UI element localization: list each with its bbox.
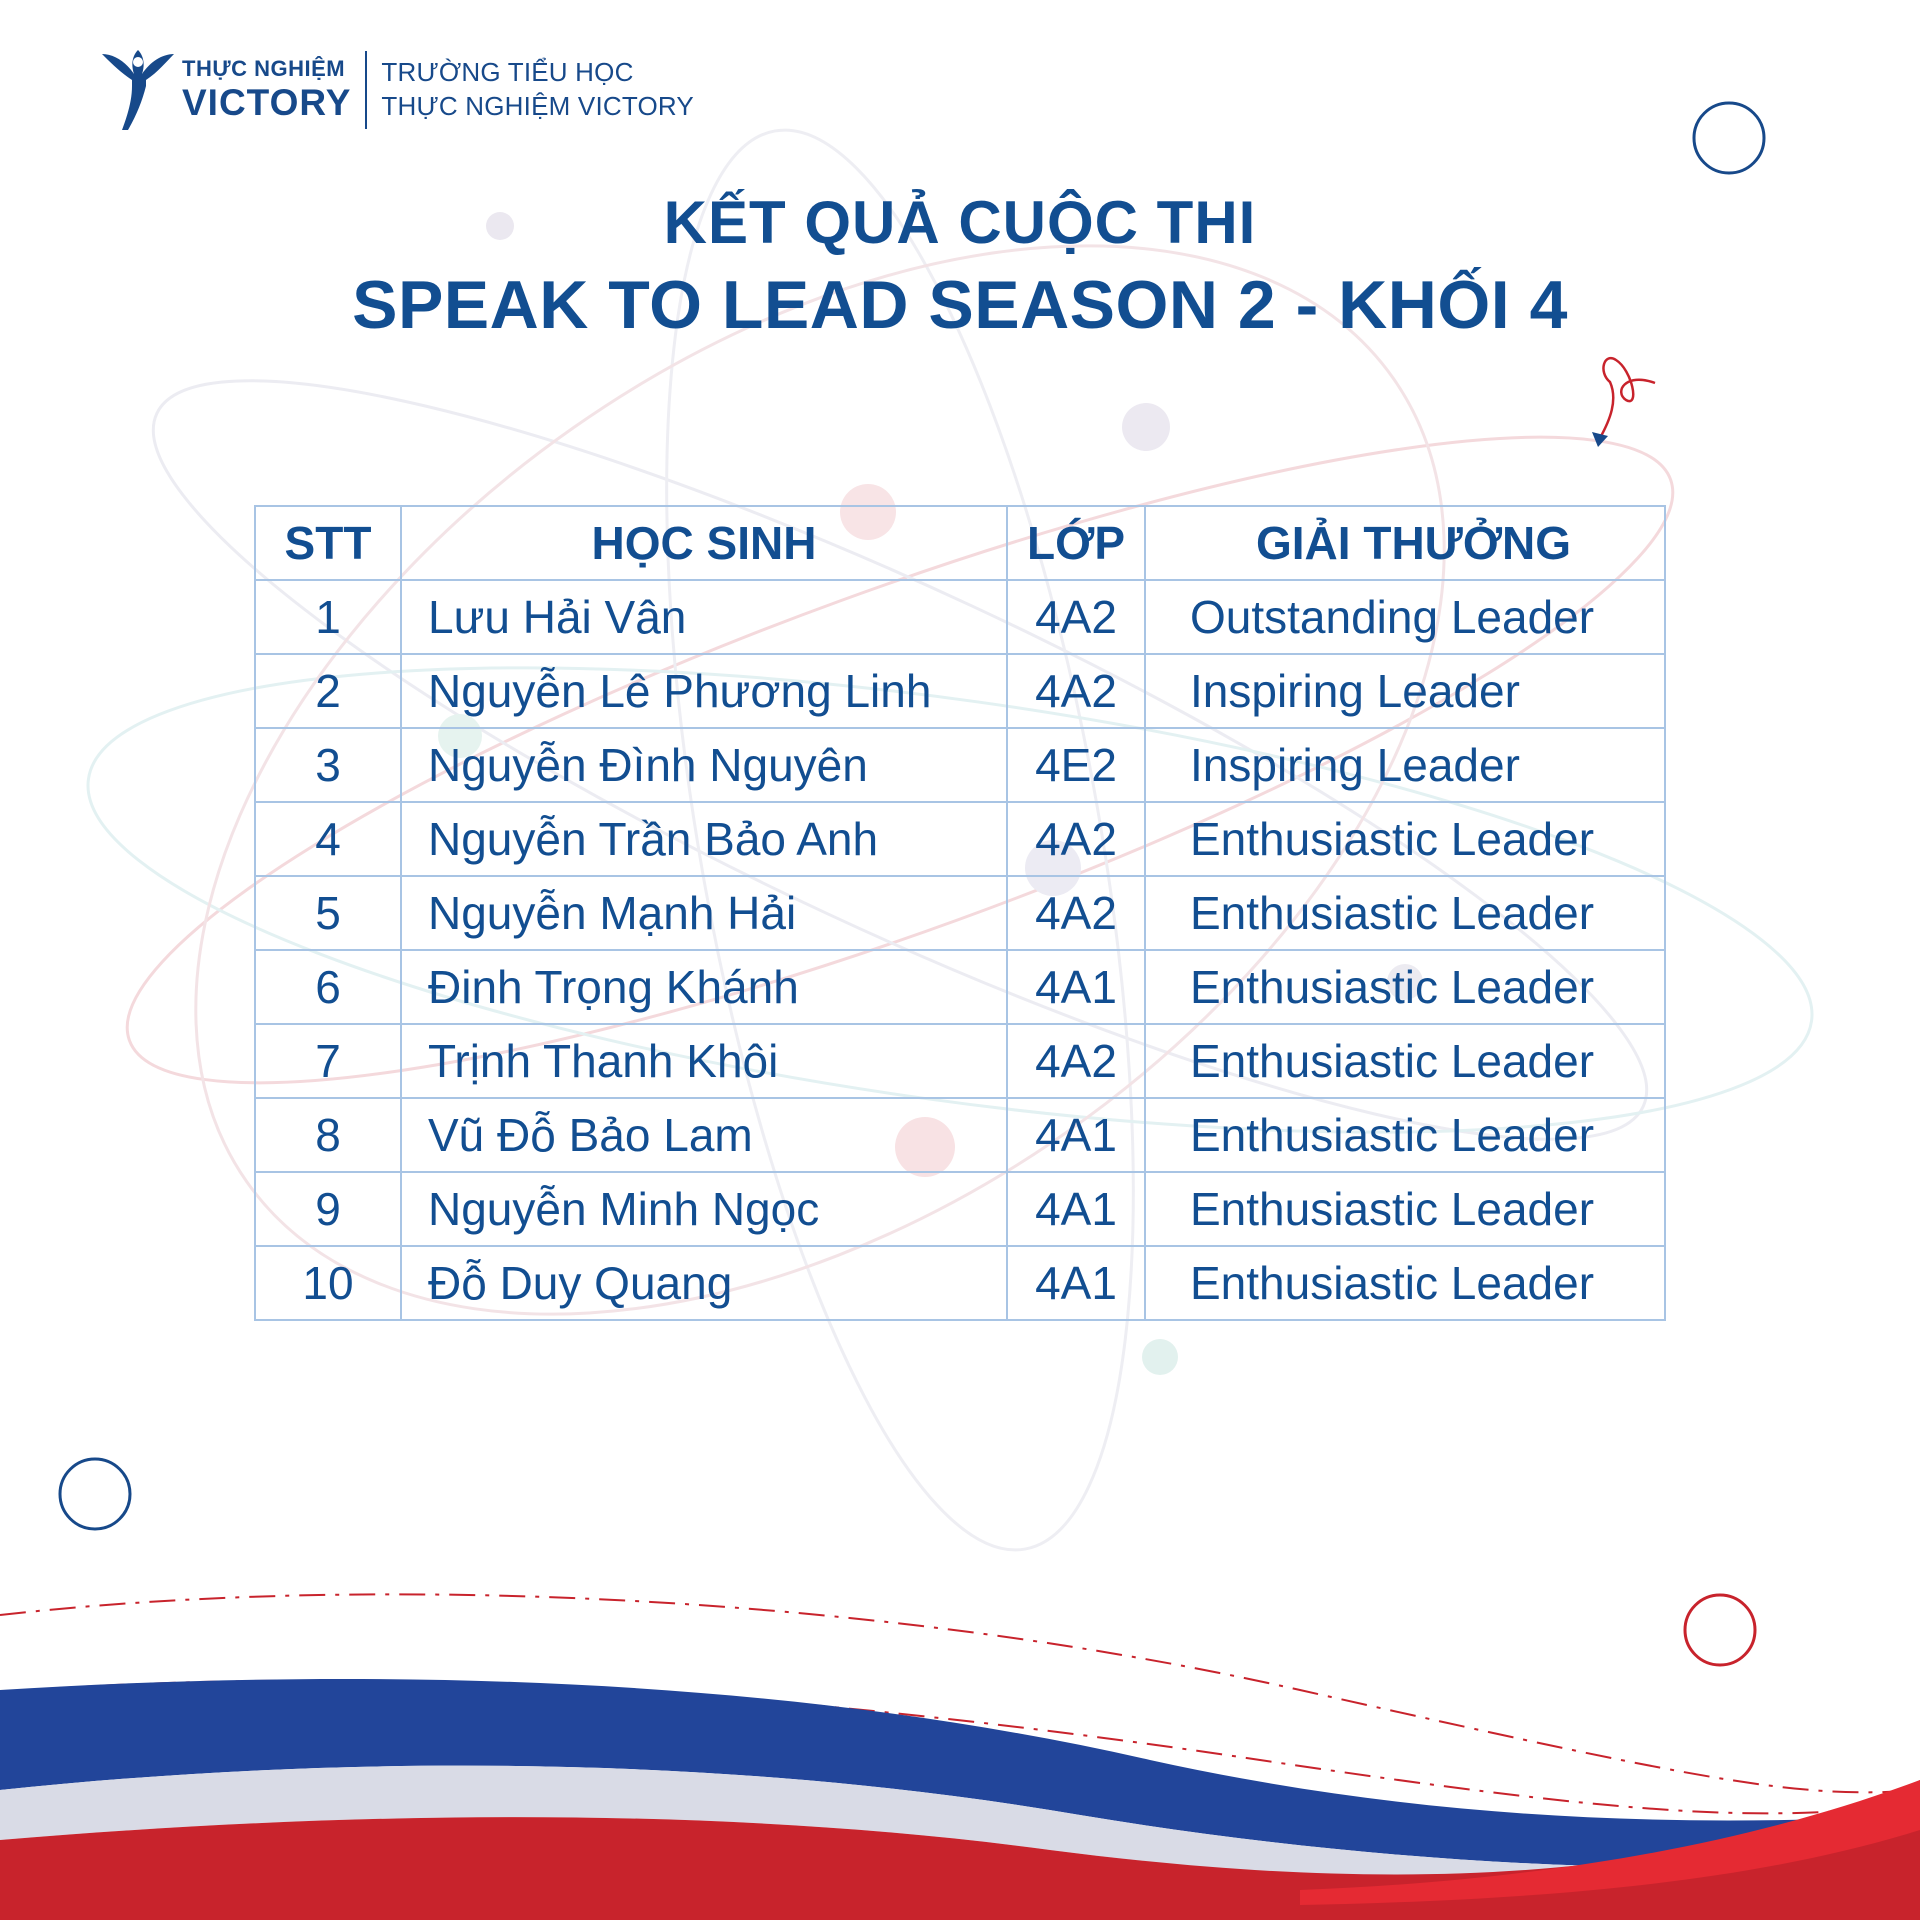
cell-award: Enthusiastic Leader — [1145, 1172, 1665, 1246]
cell-stt: 3 — [255, 728, 401, 802]
cell-student: Đỗ Duy Quang — [401, 1246, 1007, 1320]
cell-award: Enthusiastic Leader — [1145, 802, 1665, 876]
table-header-row — [255, 506, 1665, 580]
brand-wordmark — [182, 55, 352, 123]
results-table — [254, 505, 1666, 1321]
cell-class: 4A2 — [1007, 802, 1145, 876]
brand-name: VICTORY — [182, 81, 352, 123]
cell-class: 4A2 — [1007, 580, 1145, 654]
cell-class: 4A1 — [1007, 1246, 1145, 1320]
cell-class: 4A2 — [1007, 1024, 1145, 1098]
orbit-node — [1142, 1339, 1178, 1375]
header-class: LỚP — [1007, 506, 1145, 580]
cell-award: Enthusiastic Leader — [1145, 876, 1665, 950]
cell-award: Inspiring Leader — [1145, 654, 1665, 728]
cell-award: Enthusiastic Leader — [1145, 1246, 1665, 1320]
table-row — [255, 1024, 1665, 1098]
cell-class: 4E2 — [1007, 728, 1145, 802]
cell-stt: 9 — [255, 1172, 401, 1246]
cell-award: Outstanding Leader — [1145, 580, 1665, 654]
header-stt: STT — [255, 506, 401, 580]
school-name-line2: THỰC NGHIỆM VICTORY — [381, 91, 694, 121]
cell-class: 4A1 — [1007, 1098, 1145, 1172]
cell-stt: 1 — [255, 580, 401, 654]
cell-award: Enthusiastic Leader — [1145, 950, 1665, 1024]
cell-class: 4A1 — [1007, 1172, 1145, 1246]
table-row — [255, 1098, 1665, 1172]
cell-student: Nguyễn Mạnh Hải — [401, 876, 1007, 950]
cell-award: Enthusiastic Leader — [1145, 1098, 1665, 1172]
loop-arrow — [1600, 358, 1655, 438]
cell-class: 4A1 — [1007, 950, 1145, 1024]
table-row — [255, 728, 1665, 802]
school-name — [381, 56, 694, 124]
outline-circle — [1694, 103, 1764, 173]
outline-circle — [60, 1459, 130, 1529]
cell-student: Vũ Đỗ Bảo Lam — [401, 1098, 1007, 1172]
table-row — [255, 1172, 1665, 1246]
header-student: HỌC SINH — [401, 506, 1007, 580]
page-subtitle: SPEAK TO LEAD SEASON 2 - KHỐI 4 — [352, 267, 1568, 343]
cell-stt: 2 — [255, 654, 401, 728]
cell-student: Lưu Hải Vân — [401, 580, 1007, 654]
brand-divider — [365, 51, 367, 129]
cell-stt: 5 — [255, 876, 401, 950]
cell-student: Nguyễn Trần Bảo Anh — [401, 802, 1007, 876]
victory-logo-icon — [100, 48, 176, 132]
cell-student: Nguyễn Minh Ngọc — [401, 1172, 1007, 1246]
table-row — [255, 950, 1665, 1024]
cell-award: Inspiring Leader — [1145, 728, 1665, 802]
table-row — [255, 1246, 1665, 1320]
cell-stt: 4 — [255, 802, 401, 876]
cell-stt: 6 — [255, 950, 401, 1024]
cell-student: Đinh Trọng Khánh — [401, 950, 1007, 1024]
page-title: KẾT QUẢ CUỘC THI — [663, 189, 1257, 256]
cell-stt: 8 — [255, 1098, 401, 1172]
table-row — [255, 654, 1665, 728]
cell-student: Nguyễn Lê Phương Linh — [401, 654, 1007, 728]
table-row — [255, 580, 1665, 654]
orbit-node — [1122, 403, 1170, 451]
cell-award: Enthusiastic Leader — [1145, 1024, 1665, 1098]
outline-circle — [1685, 1595, 1755, 1665]
brand-top-text: THỰC NGHIỆM — [182, 55, 346, 81]
header-award: GIẢI THƯỞNG — [1145, 506, 1665, 580]
school-name-line1: TRƯỜNG TIỂU HỌC — [381, 57, 634, 88]
brand-header — [100, 48, 694, 132]
cell-student: Trịnh Thanh Khôi — [401, 1024, 1007, 1098]
cell-class: 4A2 — [1007, 876, 1145, 950]
table-row — [255, 802, 1665, 876]
cell-stt: 10 — [255, 1246, 401, 1320]
cell-stt: 7 — [255, 1024, 401, 1098]
cell-class: 4A2 — [1007, 654, 1145, 728]
cell-student: Nguyễn Đình Nguyên — [401, 728, 1007, 802]
table-row — [255, 876, 1665, 950]
